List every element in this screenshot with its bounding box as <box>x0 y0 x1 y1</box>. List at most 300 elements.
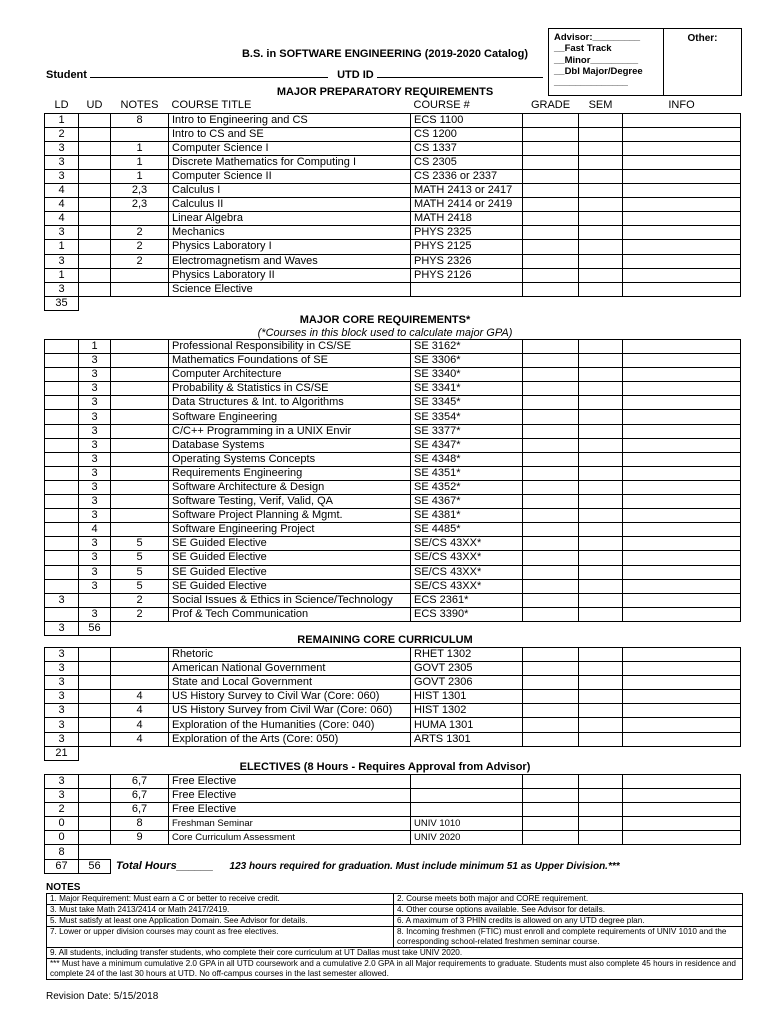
ud-cell <box>79 831 111 845</box>
grade-cell[interactable] <box>523 340 579 354</box>
info-cell[interactable] <box>623 551 741 565</box>
major-core-row <box>45 354 741 368</box>
notes-cell: 2 <box>111 240 169 254</box>
elective-row <box>45 803 741 817</box>
grade-cell[interactable] <box>523 382 579 396</box>
ld-cell: 1 <box>45 268 79 282</box>
notes-title: NOTES <box>46 882 81 893</box>
major-prep-title: MAJOR PREPARATORY REQUIREMENTS <box>276 86 494 98</box>
course-number-cell: SE 3341* <box>411 382 523 396</box>
info-cell[interactable] <box>623 354 741 368</box>
course-number-cell: ECS 1100 <box>411 113 523 127</box>
sem-cell[interactable] <box>579 607 623 621</box>
grade-cell[interactable] <box>523 113 579 127</box>
major-core-row <box>45 452 741 466</box>
info-cell[interactable] <box>623 282 741 296</box>
sem-cell[interactable] <box>579 240 623 254</box>
grade-cell[interactable] <box>523 212 579 226</box>
revision-date: Revision Date: 5/15/2018 <box>46 991 159 1002</box>
notes-cell: 1 <box>111 141 169 155</box>
info-cell[interactable] <box>623 396 741 410</box>
info-cell[interactable] <box>623 340 741 354</box>
sem-cell[interactable] <box>579 340 623 354</box>
note-9: 9. All students, including transfer students, who complete their core curriculum at UT Dallas must take UNIV 2020. <box>47 948 743 959</box>
grade-cell[interactable] <box>523 662 579 676</box>
info-cell[interactable] <box>623 198 741 212</box>
sem-cell[interactable] <box>579 523 623 537</box>
sem-cell[interactable] <box>579 127 623 141</box>
ld-cell: 3 <box>45 775 79 789</box>
sem-cell[interactable] <box>579 113 623 127</box>
info-cell[interactable] <box>623 732 741 746</box>
note-8: 8. Incoming freshmen (FTIC) must enroll and complete requirements of UNIV 1010 and the corresponding school-related freshmen seminar course. <box>394 927 743 948</box>
course-number-cell: MATH 2414 or 2419 <box>411 198 523 212</box>
sem-cell[interactable] <box>579 268 623 282</box>
info-cell[interactable] <box>623 240 741 254</box>
fast-track-option: __Fast Track <box>554 43 612 55</box>
course-title-cell: Free Elective <box>169 775 411 789</box>
info-cell[interactable] <box>623 817 741 831</box>
course-number-cell: SE/CS 43XX* <box>411 579 523 593</box>
course-title-cell: Exploration of the Arts (Core: 050) <box>169 732 411 746</box>
notes-cell: 5 <box>111 551 169 565</box>
student-name-field[interactable] <box>90 68 328 78</box>
grade-cell[interactable] <box>523 831 579 845</box>
info-cell[interactable] <box>623 113 741 127</box>
ld-cell: 3 <box>45 662 79 676</box>
sem-cell[interactable] <box>579 212 623 226</box>
course-number-cell: SE 3345* <box>411 396 523 410</box>
major-core-row <box>45 593 741 607</box>
course-number-cell: PHYS 2325 <box>411 226 523 240</box>
sem-cell[interactable] <box>579 676 623 690</box>
ld-cell: 1 <box>45 240 79 254</box>
ld-cell <box>45 537 79 551</box>
course-number-cell: GOVT 2306 <box>411 676 523 690</box>
grade-cell[interactable] <box>523 424 579 438</box>
grade-cell[interactable] <box>523 155 579 169</box>
ud-cell <box>79 789 111 803</box>
remaining-total-ld: 21 <box>45 746 79 760</box>
minor-option: __Minor_________ <box>554 54 638 66</box>
grade-cell[interactable] <box>523 551 579 565</box>
notes-cell <box>111 127 169 141</box>
grade-cell[interactable] <box>523 537 579 551</box>
info-cell[interactable] <box>623 803 741 817</box>
notes-cell: 2 <box>111 254 169 268</box>
course-title-cell: American National Government <box>169 662 411 676</box>
info-cell[interactable] <box>623 537 741 551</box>
ud-cell <box>79 184 111 198</box>
sem-cell[interactable] <box>579 537 623 551</box>
ld-cell <box>45 340 79 354</box>
grade-cell[interactable] <box>523 169 579 183</box>
sem-cell[interactable] <box>579 438 623 452</box>
ld-cell <box>45 368 79 382</box>
course-number-cell: ARTS 1301 <box>411 732 523 746</box>
notes-cell <box>111 410 169 424</box>
info-cell[interactable] <box>623 704 741 718</box>
major-core-row <box>45 565 741 579</box>
major-core-row <box>45 537 741 551</box>
info-cell[interactable] <box>623 184 741 198</box>
grade-cell[interactable] <box>523 565 579 579</box>
course-title-cell: Electromagnetism and Waves <box>169 254 411 268</box>
info-cell[interactable] <box>623 410 741 424</box>
major-core-row <box>45 382 741 396</box>
course-title-cell: Software Engineering Project <box>169 523 411 537</box>
sem-cell[interactable] <box>579 254 623 268</box>
ud-cell <box>79 648 111 662</box>
grade-cell[interactable] <box>523 368 579 382</box>
note-3: 3. Must take Math 2413/2414 or Math 2417/2419. <box>47 905 394 916</box>
ud-cell: 3 <box>79 410 111 424</box>
info-cell[interactable] <box>623 676 741 690</box>
grade-cell[interactable] <box>523 523 579 537</box>
course-number-cell: PHYS 2326 <box>411 254 523 268</box>
info-cell[interactable] <box>623 509 741 523</box>
sem-cell[interactable] <box>579 141 623 155</box>
notes-cell: 4 <box>111 704 169 718</box>
course-number-cell: PHYS 2125 <box>411 240 523 254</box>
grade-cell[interactable] <box>523 240 579 254</box>
course-number-cell: UNIV 1010 <box>411 817 523 831</box>
major-prep-row <box>45 212 741 226</box>
advisor-line: Advisor:_________ <box>554 32 641 43</box>
notes-cell <box>111 354 169 368</box>
notes-cell: 6,7 <box>111 775 169 789</box>
course-title-cell: Social Issues & Ethics in Science/Technology <box>169 593 411 607</box>
ud-header: UD <box>79 99 111 113</box>
ud-cell: 3 <box>79 382 111 396</box>
sem-cell[interactable] <box>579 551 623 565</box>
grade-cell[interactable] <box>523 495 579 509</box>
ud-cell <box>79 254 111 268</box>
grade-cell[interactable] <box>523 127 579 141</box>
notes-cell: 6,7 <box>111 789 169 803</box>
info-cell[interactable] <box>623 268 741 282</box>
note-7: 7. Lower or upper division courses may count as free electives. <box>47 927 394 948</box>
grade-cell[interactable] <box>523 396 579 410</box>
info-cell[interactable] <box>623 523 741 537</box>
course-title-header: COURSE TITLE <box>169 99 411 113</box>
grade-cell[interactable] <box>523 254 579 268</box>
grade-cell[interactable] <box>523 452 579 466</box>
grade-cell[interactable] <box>523 579 579 593</box>
info-cell[interactable] <box>623 789 741 803</box>
sem-cell[interactable] <box>579 354 623 368</box>
sem-cell[interactable] <box>579 184 623 198</box>
sem-cell[interactable] <box>579 593 623 607</box>
ld-cell: 3 <box>45 648 79 662</box>
course-number-cell <box>411 803 523 817</box>
info-cell[interactable] <box>623 565 741 579</box>
major-prep-row <box>45 127 741 141</box>
info-cell[interactable] <box>623 424 741 438</box>
info-cell[interactable] <box>623 382 741 396</box>
grade-cell[interactable] <box>523 704 579 718</box>
ud-cell <box>79 113 111 127</box>
utd-id-field[interactable] <box>377 68 543 78</box>
course-title-cell: Freshman Seminar <box>169 817 411 831</box>
info-cell[interactable] <box>623 480 741 494</box>
grade-cell[interactable] <box>523 354 579 368</box>
major-core-row <box>45 438 741 452</box>
ud-cell: 3 <box>79 466 111 480</box>
grade-cell[interactable] <box>523 817 579 831</box>
ld-cell <box>45 410 79 424</box>
info-cell[interactable] <box>623 831 741 845</box>
info-cell[interactable] <box>623 254 741 268</box>
info-cell[interactable] <box>623 718 741 732</box>
major-core-row <box>45 466 741 480</box>
course-title-cell: Computer Architecture <box>169 368 411 382</box>
sem-cell[interactable] <box>579 803 623 817</box>
grade-cell[interactable] <box>523 593 579 607</box>
grade-cell[interactable] <box>523 676 579 690</box>
notes-cell <box>111 212 169 226</box>
sem-cell[interactable] <box>579 198 623 212</box>
utd-id-label: UTD ID <box>337 69 374 81</box>
grade-cell[interactable] <box>523 690 579 704</box>
grade-cell[interactable] <box>523 466 579 480</box>
info-cell[interactable] <box>623 368 741 382</box>
course-title-cell: Data Structures & Int. to Algorithms <box>169 396 411 410</box>
grade-cell[interactable] <box>523 718 579 732</box>
sem-cell[interactable] <box>579 282 623 296</box>
ud-cell <box>79 775 111 789</box>
electives-table <box>44 774 741 874</box>
grade-cell[interactable] <box>523 226 579 240</box>
sem-cell[interactable] <box>579 565 623 579</box>
info-cell[interactable] <box>623 127 741 141</box>
ld-cell: 3 <box>45 226 79 240</box>
info-cell[interactable] <box>623 593 741 607</box>
course-number-cell: SE 4352* <box>411 480 523 494</box>
sem-cell[interactable] <box>579 732 623 746</box>
grade-cell[interactable] <box>523 732 579 746</box>
grade-cell[interactable] <box>523 480 579 494</box>
sem-cell[interactable] <box>579 155 623 169</box>
course-title-cell: Professional Responsibility in CS/SE <box>169 340 411 354</box>
ud-cell: 3 <box>79 607 111 621</box>
grade-cell[interactable] <box>523 184 579 198</box>
other-label: Other: <box>687 33 718 44</box>
course-number-cell: GOVT 2305 <box>411 662 523 676</box>
ld-cell: 3 <box>45 254 79 268</box>
grade-cell[interactable] <box>523 648 579 662</box>
info-cell[interactable] <box>623 466 741 480</box>
ud-cell: 3 <box>79 565 111 579</box>
grade-cell[interactable] <box>523 282 579 296</box>
sem-cell[interactable] <box>579 509 623 523</box>
course-number-cell: SE 4485* <box>411 523 523 537</box>
sem-cell[interactable] <box>579 789 623 803</box>
sem-cell[interactable] <box>579 466 623 480</box>
course-number-cell: SE 3340* <box>411 368 523 382</box>
major-prep-row <box>45 254 741 268</box>
info-header: INFO <box>623 99 741 113</box>
course-title-cell: Physics Laboratory II <box>169 268 411 282</box>
remaining-core-table <box>44 647 741 761</box>
note-1: 1. Major Requirement: Must earn a C or better to receive credit. <box>47 894 394 905</box>
sem-cell[interactable] <box>579 831 623 845</box>
course-number-cell: RHET 1302 <box>411 648 523 662</box>
ld-cell: 4 <box>45 184 79 198</box>
ld-cell <box>45 382 79 396</box>
course-title-cell: Free Elective <box>169 803 411 817</box>
ld-cell: 3 <box>45 141 79 155</box>
course-title-cell: Computer Science I <box>169 141 411 155</box>
ud-cell: 3 <box>79 424 111 438</box>
sem-cell[interactable] <box>579 396 623 410</box>
notes-cell <box>111 268 169 282</box>
info-cell[interactable] <box>623 495 741 509</box>
sem-cell[interactable] <box>579 718 623 732</box>
ud-cell: 3 <box>79 396 111 410</box>
ld-cell: 3 <box>45 718 79 732</box>
grade-cell[interactable] <box>523 268 579 282</box>
course-title-cell: Probability & Statistics in CS/SE <box>169 382 411 396</box>
sem-cell[interactable] <box>579 226 623 240</box>
sem-cell[interactable] <box>579 775 623 789</box>
notes-cell <box>111 495 169 509</box>
ld-cell: 0 <box>45 831 79 845</box>
major-core-row <box>45 607 741 621</box>
info-cell[interactable] <box>623 212 741 226</box>
ud-cell <box>79 155 111 169</box>
course-title-cell: State and Local Government <box>169 676 411 690</box>
ud-cell: 3 <box>79 537 111 551</box>
ud-cell <box>79 803 111 817</box>
course-number-cell: SE/CS 43XX* <box>411 551 523 565</box>
sem-cell[interactable] <box>579 382 623 396</box>
course-title-cell: SE Guided Elective <box>169 551 411 565</box>
remaining-core-row <box>45 718 741 732</box>
grade-cell[interactable] <box>523 198 579 212</box>
sem-cell[interactable] <box>579 424 623 438</box>
grade-cell[interactable] <box>523 775 579 789</box>
info-cell[interactable] <box>623 662 741 676</box>
info-cell[interactable] <box>623 648 741 662</box>
course-number-cell: SE 4348* <box>411 452 523 466</box>
major-core-row <box>45 340 741 354</box>
sem-cell[interactable] <box>579 662 623 676</box>
sem-cell[interactable] <box>579 410 623 424</box>
ld-cell <box>45 579 79 593</box>
grade-cell[interactable] <box>523 410 579 424</box>
ud-cell <box>79 704 111 718</box>
advisor-blank-line: ______________ <box>554 77 628 89</box>
notes-cell: 6,7 <box>111 803 169 817</box>
info-cell[interactable] <box>623 607 741 621</box>
info-cell[interactable] <box>623 226 741 240</box>
grade-cell[interactable] <box>523 803 579 817</box>
notes-header: NOTES <box>111 99 169 113</box>
course-number-cell: MATH 2418 <box>411 212 523 226</box>
ld-cell: 1 <box>45 113 79 127</box>
sem-cell[interactable] <box>579 452 623 466</box>
info-cell[interactable] <box>623 155 741 169</box>
course-title-cell: SE Guided Elective <box>169 579 411 593</box>
sem-cell[interactable] <box>579 579 623 593</box>
course-title-cell: Software Testing, Verif, Valid, QA <box>169 495 411 509</box>
grade-cell[interactable] <box>523 438 579 452</box>
info-cell[interactable] <box>623 438 741 452</box>
course-title-cell: Software Project Planning & Mgmt. <box>169 509 411 523</box>
sem-header: SEM <box>579 99 623 113</box>
ud-cell <box>79 282 111 296</box>
major-prep-row <box>45 240 741 254</box>
info-cell[interactable] <box>623 169 741 183</box>
grade-cell[interactable] <box>523 141 579 155</box>
info-cell[interactable] <box>623 775 741 789</box>
major-prep-row <box>45 268 741 282</box>
sem-cell[interactable] <box>579 368 623 382</box>
course-title-cell: Core Curriculum Assessment <box>169 831 411 845</box>
info-cell[interactable] <box>623 579 741 593</box>
ld-cell: 3 <box>45 155 79 169</box>
course-number-cell: UNIV 2020 <box>411 831 523 845</box>
grade-cell[interactable] <box>523 789 579 803</box>
ld-cell <box>45 551 79 565</box>
info-cell[interactable] <box>623 141 741 155</box>
notes-cell: 9 <box>111 831 169 845</box>
ud-cell: 3 <box>79 495 111 509</box>
total-hours-label: Total Hours______ <box>116 859 214 872</box>
sem-cell[interactable] <box>579 480 623 494</box>
course-number-cell: CS 2336 or 2337 <box>411 169 523 183</box>
sem-cell[interactable] <box>579 690 623 704</box>
elective-row <box>45 817 741 831</box>
ud-cell <box>79 198 111 212</box>
sem-cell[interactable] <box>579 704 623 718</box>
sem-cell[interactable] <box>579 648 623 662</box>
course-number-cell: SE 4381* <box>411 509 523 523</box>
course-number-cell <box>411 775 523 789</box>
notes-cell: 5 <box>111 565 169 579</box>
notes-cell <box>111 676 169 690</box>
ld-cell: 3 <box>45 593 79 607</box>
notes-cell <box>111 480 169 494</box>
note-5: 5. Must satisfy at least one Application Domain. See Advisor for details. <box>47 916 394 927</box>
course-number-cell: HIST 1302 <box>411 704 523 718</box>
graduation-requirement: 123 hours required for graduation. Must include minimum 51 as Upper Division.*** <box>229 860 620 872</box>
grade-cell[interactable] <box>523 509 579 523</box>
course-number-cell: PHYS 2126 <box>411 268 523 282</box>
grade-cell[interactable] <box>523 607 579 621</box>
info-cell[interactable] <box>623 452 741 466</box>
notes-cell: 5 <box>111 537 169 551</box>
ud-cell <box>79 127 111 141</box>
major-prep-row <box>45 226 741 240</box>
sem-cell[interactable] <box>579 495 623 509</box>
notes-cell: 5 <box>111 579 169 593</box>
course-title-cell: Operating Systems Concepts <box>169 452 411 466</box>
major-core-row <box>45 396 741 410</box>
ud-cell: 3 <box>79 480 111 494</box>
total-hours-line <box>111 859 741 873</box>
ld-cell <box>45 396 79 410</box>
sem-cell[interactable] <box>579 817 623 831</box>
course-number-cell: ECS 3390* <box>411 607 523 621</box>
prep-total-ld: 35 <box>45 296 79 310</box>
ld-cell <box>45 509 79 523</box>
course-title-cell: Physics Laboratory I <box>169 240 411 254</box>
info-cell[interactable] <box>623 690 741 704</box>
note-6: 6. A maximum of 3 PHIN credits is allowed on any UTD degree plan. <box>394 916 743 927</box>
sem-cell[interactable] <box>579 169 623 183</box>
